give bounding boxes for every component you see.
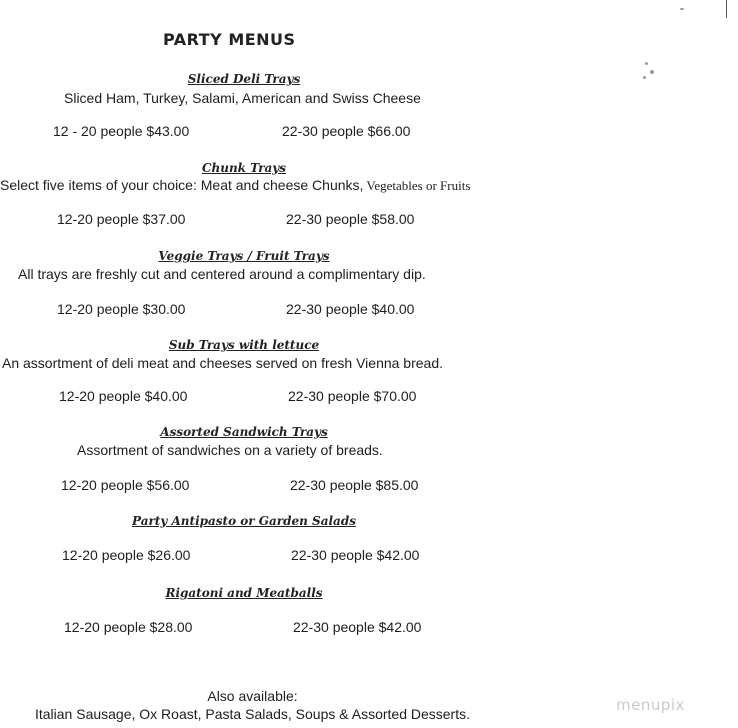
price-large-rigatoni-meatballs: 22-30 people $42.00 bbox=[293, 619, 422, 635]
price-small-sub-trays: 12-20 people $40.00 bbox=[59, 388, 188, 404]
watermark: menupix bbox=[616, 696, 685, 714]
section-heading-sliced-deli-trays: Sliced Deli Trays bbox=[187, 72, 301, 86]
section-description-sliced-deli-trays: Sliced Ham, Turkey, Salami, American and Swiss Cheese bbox=[64, 90, 421, 106]
price-large-sub-trays: 22-30 people $70.00 bbox=[288, 388, 417, 404]
price-small-sliced-deli-trays: 12 - 20 people $43.00 bbox=[53, 123, 190, 139]
description-main-text: Select five items of your choice: Meat and cheese Chunks, bbox=[0, 177, 364, 193]
also-available-items: Italian Sausage, Ox Roast, Pasta Salads, Soups & Assorted Desserts. bbox=[34, 706, 470, 722]
price-large-sliced-deli-trays: 22-30 people $66.00 bbox=[282, 123, 411, 139]
scan-speck bbox=[680, 8, 684, 10]
price-large-veggie-fruit-trays: 22-30 people $40.00 bbox=[286, 301, 415, 317]
section-description-veggie-fruit-trays: All trays are freshly cut and centered around a complimentary dip. bbox=[18, 266, 426, 282]
page-title: PARTY MENUS bbox=[163, 30, 296, 49]
section-heading-sub-trays: Sub Trays with lettuce bbox=[168, 338, 320, 352]
price-small-antipasto-garden-salads: 12-20 people $26.00 bbox=[62, 547, 191, 563]
section-heading-chunk-trays: Chunk Trays bbox=[201, 161, 287, 175]
section-heading-rigatoni-meatballs: Rigatoni and Meatballs bbox=[165, 586, 323, 600]
scan-edge-line bbox=[726, 0, 727, 18]
section-description-sub-trays: An assortment of deli meat and cheeses served on fresh Vienna bread. bbox=[2, 355, 444, 371]
section-heading-assorted-sandwich-trays: Assorted Sandwich Trays bbox=[160, 425, 328, 439]
price-small-chunk-trays: 12-20 people $37.00 bbox=[57, 211, 186, 227]
price-small-veggie-fruit-trays: 12-20 people $30.00 bbox=[57, 301, 186, 317]
scan-speck bbox=[645, 62, 648, 65]
section-description-assorted-sandwich-trays: Assortment of sandwiches on a variety of breads. bbox=[77, 442, 383, 458]
scan-speck bbox=[643, 76, 646, 79]
price-small-assorted-sandwich-trays: 12-20 people $56.00 bbox=[61, 477, 190, 493]
section-heading-antipasto-garden-salads: Party Antipasto or Garden Salads bbox=[132, 514, 356, 528]
scan-speck bbox=[650, 70, 654, 74]
section-description-chunk-trays bbox=[0, 177, 470, 194]
also-available-label: Also available: bbox=[207, 688, 298, 704]
price-large-assorted-sandwich-trays: 22-30 people $85.00 bbox=[290, 477, 419, 493]
description-tail-text: Vegetables or Fruits bbox=[363, 178, 471, 193]
price-large-chunk-trays: 22-30 people $58.00 bbox=[286, 211, 415, 227]
price-large-antipasto-garden-salads: 22-30 people $42.00 bbox=[291, 547, 420, 563]
section-heading-veggie-fruit-trays: Veggie Trays / Fruit Trays bbox=[158, 249, 330, 263]
price-small-rigatoni-meatballs: 12-20 people $28.00 bbox=[64, 619, 193, 635]
